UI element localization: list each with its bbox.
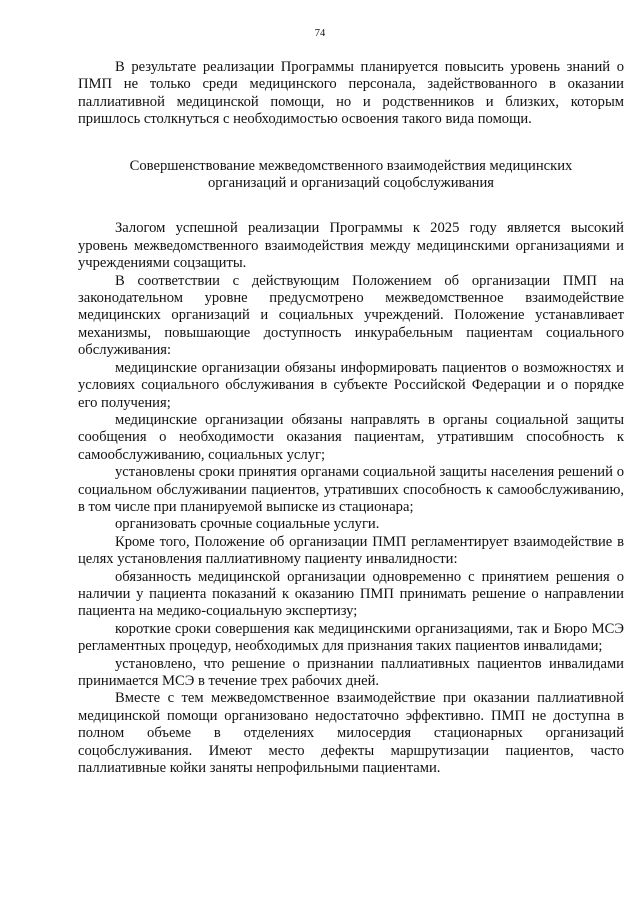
list-item-urgent-services: организовать срочные социальные услуги.	[115, 516, 380, 533]
list-item-short-terms: короткие сроки совершения как медицинскими организациями, так и Бюро МСЭ регламентных процедур, необходимых для признания таких пациентов инвалидами;	[78, 620, 624, 655]
list-item-inform: медицинские организации обязаны информировать пациентов о возможностях и условиях социального обслуживания в субъекте Российской Федерации и о порядке его получения;	[78, 359, 624, 411]
list-item-mse-referral: обязанность медицинской организации одновременно с принятием решения о наличии у пациента показаний к оказанию ПМП принимать решение о направлении пациента на медико-социальную экспертизу;	[78, 568, 624, 620]
paragraph-2: В соответствии с действующим Положением об организации ПМП на законодательном уровне предусмотрено межведомственное взаимодействие медицинских организаций и социальных учреждений. Положение устанавливает механизмы, повышающие доступность инкурабельным пациентам социального обслуживания:	[78, 272, 624, 359]
list-item-notify: медицинские организации обязаны направлять в органы социальной защиты сообщения о необходимости оказания пациентам, утратившим способность к самообслуживанию, социальных услуг;	[78, 411, 624, 463]
section-heading	[78, 158, 624, 193]
intro-paragraph: В результате реализации Программы планируется повысить уровень знаний о ПМП не только среди медицинского персонала, задействованного в оказании паллиативной медицинской помощи, но и родственников и близких, которым пришлось столкнуться с необходимостью освоения такого вида помощи.	[78, 59, 624, 128]
list-item-deadlines: установлены сроки принятия органами социальной защиты населения решений о социальном обслуживании пациентов, утративших способность к самообслуживанию, в том числе при планируемой выписке из стационара;	[78, 464, 624, 515]
page-number: 74	[314, 28, 326, 39]
list-item-three-days: установлено, что решение о признании паллиативных пациентов инвалидами принимается МСЭ в течение трех рабочих дней.	[78, 655, 624, 689]
page-body	[78, 59, 624, 777]
section-heading-line-2: организаций и организаций соцобслуживания	[207, 175, 495, 192]
paragraph-disability: Кроме того, Положение об организации ПМП регламентирует взаимодействие в целях установления паллиативному пациенту инвалидности:	[78, 533, 624, 568]
paragraph-conclusion: Вместе с тем межведомственное взаимодействие при оказании паллиативной медицинской помощи организовано недостаточно эффективно. ПМП не доступна в полном объеме в отделениях милосердия стационарных организаций соцобслуживания. Имеют место дефекты маршрутизации пациентов, часто паллиативные койки заняты непрофильными пациентами.	[78, 690, 624, 777]
paragraph-1: Залогом успешной реализации Программы к 2025 году является высокий уровень межведомственного взаимодействия между медицинскими организациями и учреждениями соцзащиты.	[78, 220, 624, 272]
section-heading-line-1: Совершенствование межведомственного взаимодействия медицинских	[129, 157, 573, 174]
